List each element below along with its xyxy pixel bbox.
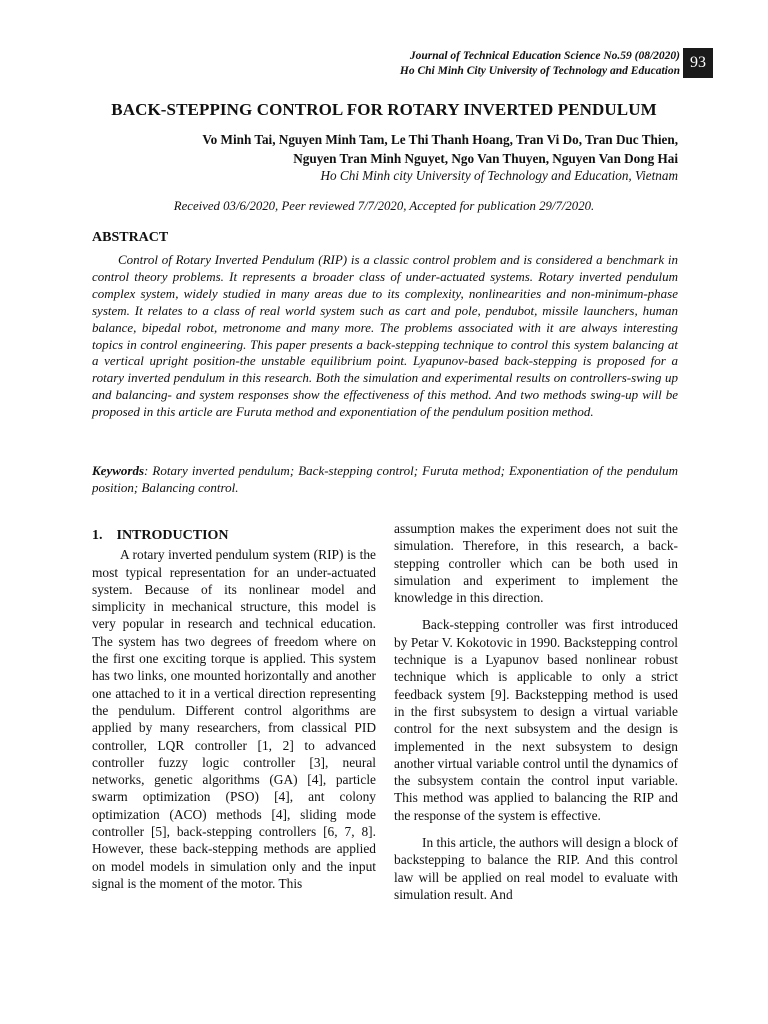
journal-name: Journal of Technical Education Science No.59 (08/2020) bbox=[409, 50, 680, 62]
abstract-text: Control of Rotary Inverted Pendulum (RIP) is a classic control problem and is considered a benchmark in control theory problems. It represents a broader class of under-actuated systems. Rotary inverted pendulum complex system, widely studied in many areas due to its complexity, nonlinearities and non-minimum-phase system. It relates to a class of real world system such as cart and pole, pendubot, missile launchers, human balance, bipedal robot, metronome and many more. The problems associated with it are always interesting topics in control engineering. This paper presents a back-stepping technique to control this system balancing at a vertical upright position-the unstable equilibrium point. Lyapunov-based back-stepping is proposed for a rotary inverted pendulum in this research. Both the simulation and experimental results on controllers-swing up and balancing- and system responses show the effectiveness of this method. And two methods swing-up will be proposed in this article are Furuta method and exponentiation of the pendulum position method. bbox=[92, 252, 678, 420]
keywords-text: : Rotary inverted pendulum; Back-stepping control; Furuta method; Exponentiation of the pendulum position; Balancing control. bbox=[92, 463, 678, 495]
section-title: INTRODUCTION bbox=[116, 528, 229, 543]
affiliation: Ho Chi Minh city University of Technology and Education, Vietnam bbox=[320, 168, 678, 183]
left-column bbox=[92, 520, 376, 892]
right-column bbox=[394, 520, 678, 913]
section-heading bbox=[92, 527, 376, 544]
keywords-label: Keywords bbox=[92, 463, 144, 478]
journal-institution: Ho Chi Minh City University of Technology and Education bbox=[399, 65, 680, 77]
journal-header bbox=[400, 49, 680, 79]
paper-title: BACK-STEPPING CONTROL FOR ROTARY INVERTED PENDULUM bbox=[111, 100, 657, 119]
abstract-heading: ABSTRACT bbox=[92, 230, 169, 245]
section-number: 1. bbox=[92, 528, 103, 543]
received-dates: Received 03/6/2020, Peer reviewed 7/7/2020, Accepted for publication 29/7/2020. bbox=[173, 199, 595, 213]
author-list bbox=[202, 130, 678, 168]
keywords bbox=[92, 462, 678, 496]
intro-paragraph-continued: assumption makes the experiment does not suit the simulation. Therefore, in this research, a back-stepping controller which can be both used in simulation and experiment to implement the knowledge in this direction. bbox=[394, 521, 678, 606]
authors-line-2: Nguyen Tran Minh Nguyet, Ngo Van Thuyen, Nguyen Van Dong Hai bbox=[293, 151, 678, 166]
intro-paragraph-2: Back-stepping controller was first introduced by Petar V. Kokotovic in 1990. Backstepping control technique is a Lyapunov based nonlinear robust technique which is applicable to only a strict feedback system [9]. Backstepping method is used in the first subsystem to design a virtual variable control for the next subsystem and the design is implemented in the next subsystem to design another virtual variable control until the dynamics of the subsystem contain the control input variable. This method was applied to balancing the RIP and the response of the system is effective. bbox=[394, 617, 678, 823]
intro-paragraph-1: A rotary inverted pendulum system (RIP) is the most typical representation for an under-actuated system. Because of its nonlinear model and simplicity in mechanical structure, this model is very popular in research and technical education. The system has two degrees of freedom where on the first one exciting torque is applied. This system has two links, one mounted horizontally and another one attached to it in a vertical direction representing the pendulum. Different control algorithms are applied by many researchers, from classical PID controller, LQR controller [1, 2] to advanced controller fuzzy logic controller [3], neural networks, genetic algorithms (GA) [4], particle swarm optimization (PSO) [4], ant colony optimization (ACO) methods [4], sliding mode controller [5], back-stepping controllers [6, 7, 8]. However, these back-stepping methods are applied on model models in simulation only and the input signal is the moment of the motor. This bbox=[92, 547, 376, 891]
page-number-badge: 93 bbox=[683, 48, 713, 78]
authors-line-1: Vo Minh Tai, Nguyen Minh Tam, Le Thi Thanh Hoang, Tran Vi Do, Tran Duc Thien, bbox=[202, 132, 678, 147]
intro-paragraph-3: In this article, the authors will design a block of backstepping to balance the RIP. And this control law will be applied on real model to evaluate with simulation result. And bbox=[394, 835, 678, 902]
